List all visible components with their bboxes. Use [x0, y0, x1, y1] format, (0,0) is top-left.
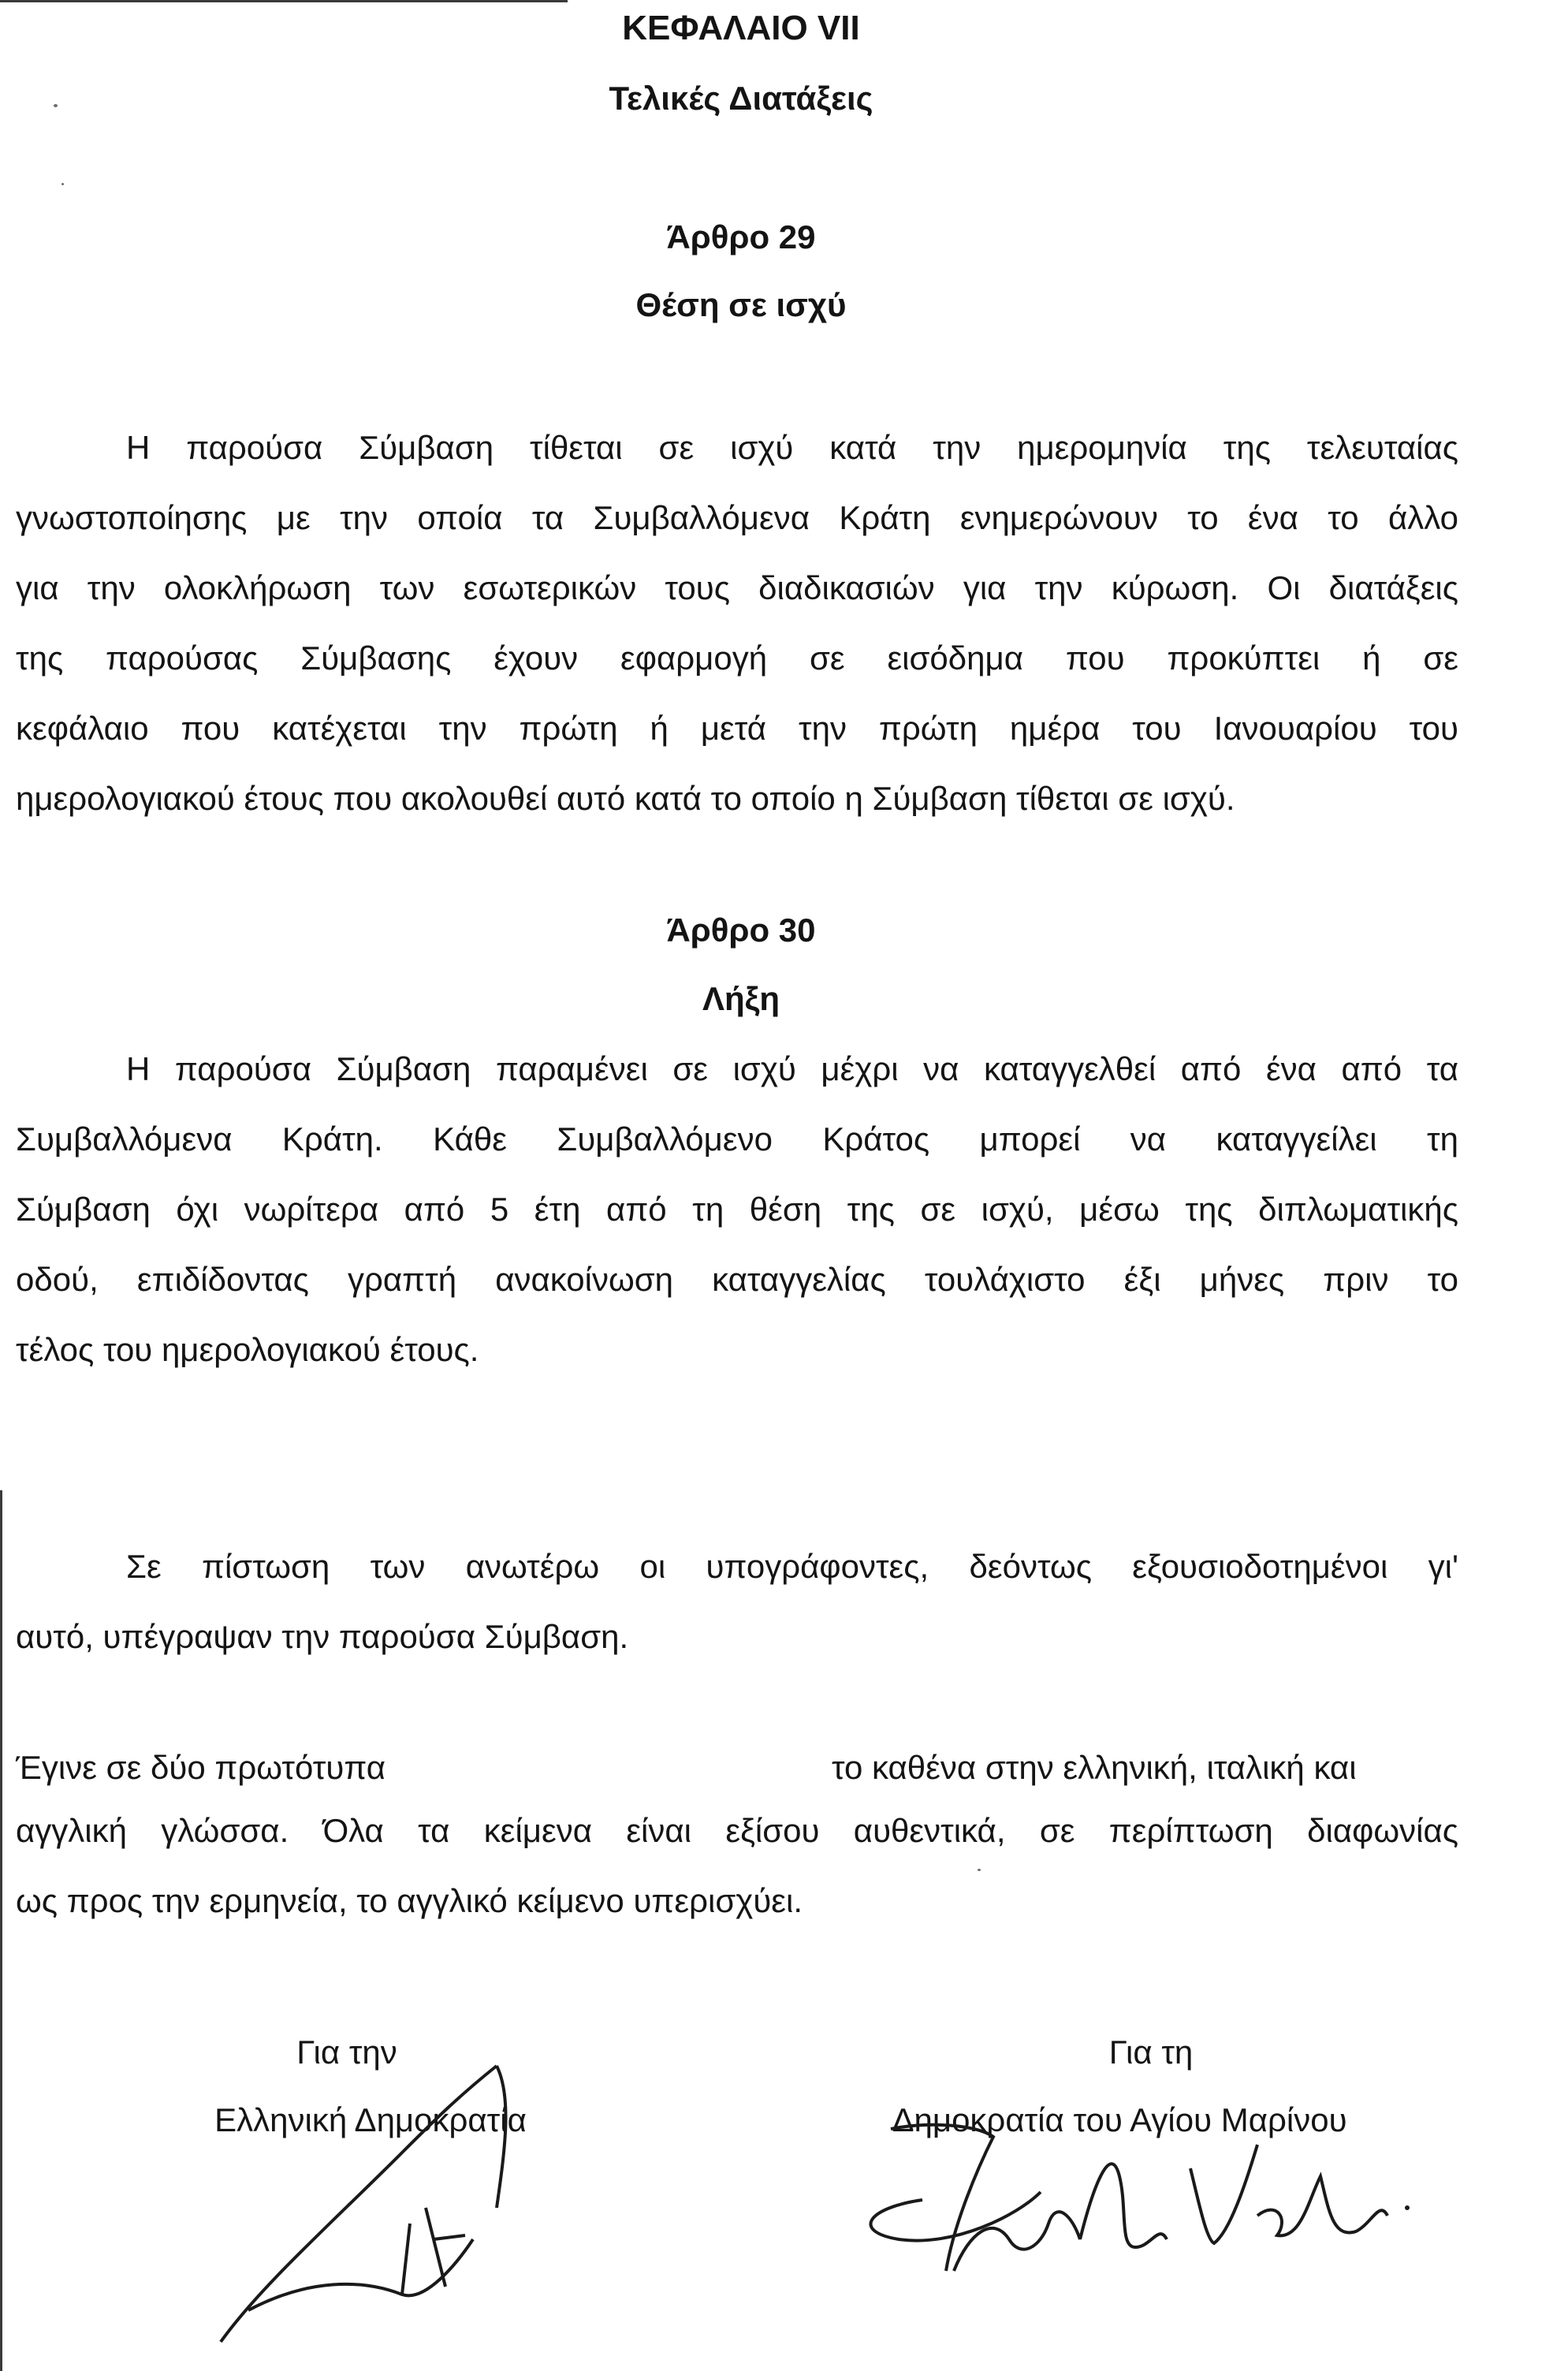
- article-30-line: οδού, επιδίδοντας γραπτή ανακοίνωση καταγγελίας τουλάχιστο έξι μήνες πριν το: [16, 1261, 1458, 1298]
- scan-speck: [61, 183, 64, 185]
- article-29-line: ημερολογιακού έτους που ακολουθεί αυτό κατά το οποίο η Σύμβαση τίθεται σε ισχύ.: [16, 780, 1235, 817]
- article-30-number: Άρθρο 30: [666, 911, 816, 949]
- article-29-line: γνωστοποίησης με την οποία τα Συμβαλλόμενα Κράτη ενημερώνουν το ένα το άλλο: [16, 499, 1458, 536]
- done-line-3: ως προς την ερμηνεία, το αγγλικό κείμενο υπερισχύει.: [16, 1882, 803, 1919]
- witness-line: αυτό, υπέγραψαν την παρούσα Σύμβαση.: [16, 1618, 629, 1655]
- done-line-1-left: Έγινε σε δύο πρωτότυπα: [16, 1749, 385, 1786]
- signature-right-handwriting: [836, 2082, 1435, 2287]
- article-29-line: για την ολοκλήρωση των εσωτερικών τους διαδικασιών για την κύρωση. Οι διατάξεις: [16, 569, 1458, 606]
- signature-right-for: Για τη: [1108, 2034, 1194, 2071]
- signature-left-for: Για την: [296, 2034, 397, 2071]
- article-29-line: Η παρούσα Σύμβαση τίθεται σε ισχύ κατά την ημερομηνία της τελευταίας: [126, 429, 1458, 466]
- article-30-line: Συμβαλλόμενα Κράτη. Κάθε Συμβαλλόμενο Κράτος μπορεί να καταγγείλει τη: [16, 1120, 1458, 1158]
- article-29-paragraph: [16, 412, 1458, 833]
- article-30-line: Η παρούσα Σύμβαση παραμένει σε ισχύ μέχρι να καταγγελθεί από ένα από τα: [126, 1050, 1458, 1087]
- article-29-line: της παρούσας Σύμβασης έχουν εφαρμογή σε εισόδημα που προκύπτει ή σε: [16, 639, 1458, 677]
- article-30-title: Λήξη: [702, 980, 780, 1017]
- article-29-line: κεφάλαιο που κατέχεται την πρώτη ή μετά την πρώτη ημέρα του Ιανουαρίου του: [16, 710, 1458, 747]
- witness-line: Σε πίστωση των ανωτέρω οι υπογράφοντες, δεόντως εξουσιοδοτημένοι γι': [126, 1548, 1458, 1585]
- signature-left-handwriting: [173, 2026, 568, 2365]
- article-30-line: Σύμβαση όχι νωρίτερα από 5 έτη από τη θέση της σε ισχύ, μέσω της διπλωματικής: [16, 1191, 1458, 1228]
- chapter-title: ΚΕΦΑΛΑΙΟ VII: [622, 9, 860, 47]
- done-paragraph: [16, 1795, 1458, 1936]
- article-29-title: Θέση σε ισχύ: [635, 286, 847, 323]
- done-line-1-right: το καθένα στην ελληνική, ιταλική και: [832, 1749, 1357, 1786]
- scan-edge-left: [0, 1490, 2, 2371]
- witness-paragraph: [16, 1531, 1458, 1672]
- scan-edge-top: [0, 0, 568, 2]
- done-line-2: αγγλική γλώσσα. Όλα τα κείμενα είναι εξίσου αυθεντικά, σε περίπτωση διαφωνίας: [16, 1812, 1458, 1849]
- signature-right-party: Δημοκρατία του Αγίου Μαρίνου: [892, 2101, 1347, 2138]
- article-29-number: Άρθρο 29: [666, 218, 816, 255]
- signature-left-party: Ελληνική Δημοκρατία: [214, 2101, 527, 2138]
- article-30-line: τέλος του ημερολογιακού έτους.: [16, 1331, 479, 1368]
- chapter-subtitle: Τελικές Διατάξεις: [609, 80, 873, 117]
- article-30-paragraph: [16, 1034, 1458, 1385]
